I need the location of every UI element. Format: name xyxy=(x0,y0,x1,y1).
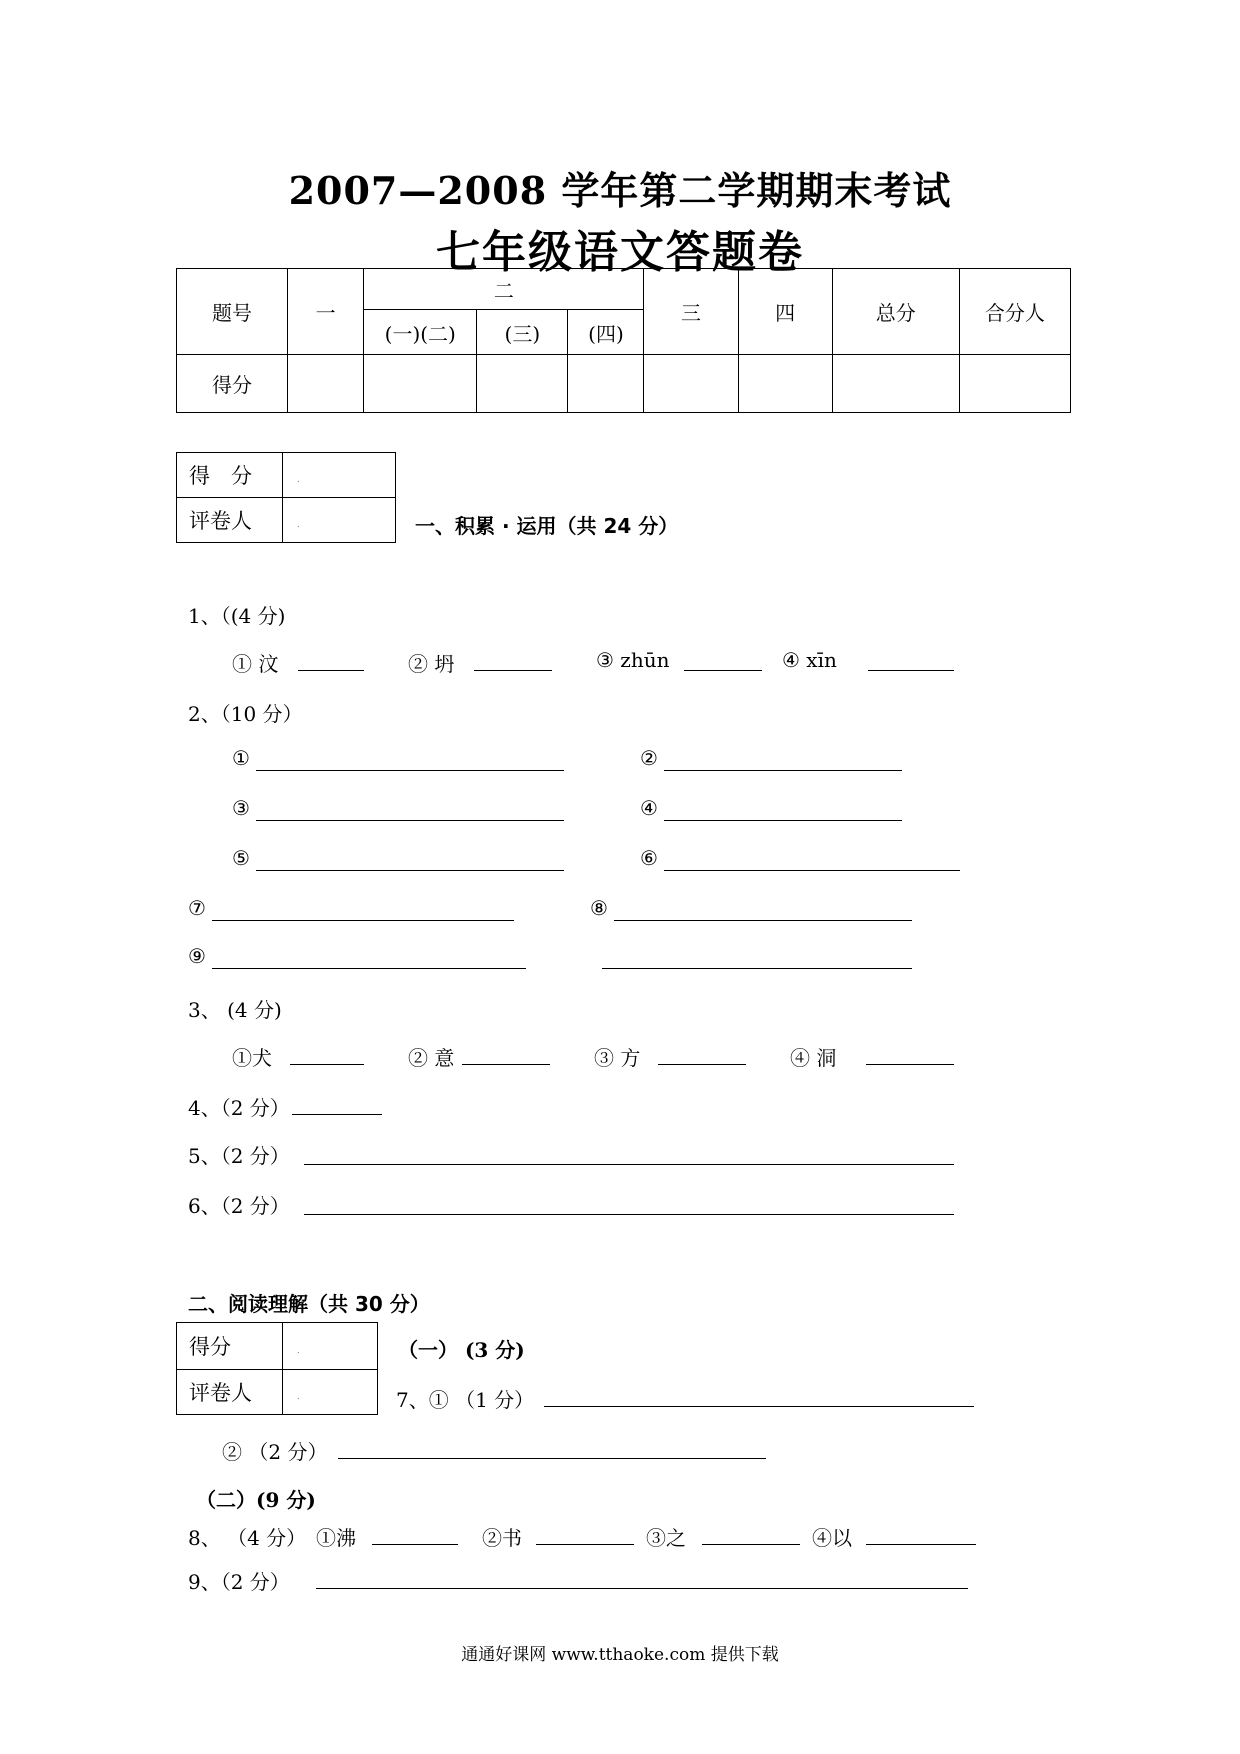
q2-answer-2[interactable] xyxy=(664,770,902,771)
score-cell[interactable] xyxy=(644,355,738,413)
q9-answer[interactable] xyxy=(316,1588,968,1589)
q2-answer-5[interactable] xyxy=(256,870,564,871)
q9-label: 9、（2 分） xyxy=(188,1570,290,1594)
grader-name-cell[interactable]: . xyxy=(283,498,396,543)
q7-1-answer[interactable] xyxy=(544,1406,974,1407)
q2-item-1: ① xyxy=(232,746,250,770)
header-cell-total: 总分 xyxy=(832,269,959,355)
q1-answer-2[interactable] xyxy=(474,670,552,671)
score-cell[interactable] xyxy=(364,355,477,413)
q2-answer-1[interactable] xyxy=(256,770,564,771)
q2-answer-8[interactable] xyxy=(614,920,912,921)
grader-score-label: 得 分 xyxy=(177,453,283,498)
score-cell[interactable] xyxy=(477,355,568,413)
grader-name-cell[interactable]: . xyxy=(283,1370,378,1415)
score-row-label: 得分 xyxy=(177,355,288,413)
header-cell-sub3: (四) xyxy=(568,310,644,355)
q2-answer-7[interactable] xyxy=(212,920,514,921)
header-cell-part2: 二 xyxy=(364,269,644,310)
score-cell[interactable] xyxy=(568,355,644,413)
header-cell-sub2: (三) xyxy=(477,310,568,355)
q1-item-2: ② 坍 xyxy=(408,652,455,676)
q3-answer-4[interactable] xyxy=(866,1064,954,1065)
q3-answer-1[interactable] xyxy=(290,1064,364,1065)
q8-label: 8、 （4 分） xyxy=(188,1526,307,1550)
q2-item-2: ② xyxy=(640,746,658,770)
q4-answer[interactable] xyxy=(292,1114,382,1115)
q8-answer-4[interactable] xyxy=(866,1544,976,1545)
exam-title: 2007—2008 学年第二学期期末考试 xyxy=(288,168,952,213)
q3-answer-2[interactable] xyxy=(462,1064,550,1065)
q7-2-label: ② （2 分） xyxy=(222,1440,328,1464)
footer-credit: 通通好课网 www.tthaoke.com 提供下载 xyxy=(461,1645,779,1665)
q2-answer-9a[interactable] xyxy=(212,968,526,969)
q5-answer[interactable] xyxy=(304,1164,954,1165)
score-cell[interactable] xyxy=(288,355,364,413)
grader-score-cell[interactable]: . xyxy=(283,1323,378,1370)
grader-box-section1 xyxy=(176,452,396,543)
q3-item-4: ④ 洞 xyxy=(790,1046,837,1070)
section2-heading: 二、阅读理解（共 30 分） xyxy=(188,1292,430,1316)
q1-answer-3[interactable] xyxy=(684,670,762,671)
part1-heading: （一） (3 分) xyxy=(398,1338,525,1362)
header-cell-summer: 合分人 xyxy=(959,269,1070,355)
q3-item-1: ①犬 xyxy=(232,1046,272,1070)
q3-item-2: ② 意 xyxy=(408,1046,455,1070)
q2-answer-3[interactable] xyxy=(256,820,564,821)
header-cell-part3: 三 xyxy=(644,269,738,355)
q8-answer-3[interactable] xyxy=(702,1544,800,1545)
grader-box-section2 xyxy=(176,1322,378,1415)
q1-label: 1、（(4 分) xyxy=(188,604,286,628)
q1-item-3: ③ zhūn xyxy=(596,648,670,672)
header-cell-part1: 一 xyxy=(288,269,364,355)
q2-answer-9b[interactable] xyxy=(602,968,912,969)
part2-heading: （二）(9 分) xyxy=(196,1488,316,1512)
header-cell-sub1: (一)(二) xyxy=(364,310,477,355)
q8-answer-2[interactable] xyxy=(536,1544,634,1545)
score-cell[interactable] xyxy=(738,355,832,413)
q5-label: 5、（2 分） xyxy=(188,1144,290,1168)
q3-item-3: ③ 方 xyxy=(594,1046,641,1070)
q1-item-1: ① 汶 xyxy=(232,652,279,676)
q2-item-5: ⑤ xyxy=(232,846,250,870)
exam-subtitle: 七年级语文答题卷 xyxy=(436,227,804,278)
header-cell-part4: 四 xyxy=(738,269,832,355)
grader-score-label: 得分 xyxy=(177,1323,283,1370)
q2-item-4: ④ xyxy=(640,796,658,820)
q3-label: 3、 (4 分) xyxy=(188,998,282,1022)
q8-item-3: ③之 xyxy=(646,1526,686,1550)
grader-score-cell[interactable]: . xyxy=(283,453,396,498)
grader-name-label: 评卷人 xyxy=(177,498,283,543)
q2-answer-4[interactable] xyxy=(664,820,902,821)
q2-item-6: ⑥ xyxy=(640,846,658,870)
grader-name-label: 评卷人 xyxy=(177,1370,283,1415)
header-cell-title: 题号 xyxy=(177,269,288,355)
score-summary-table xyxy=(176,268,1071,413)
q6-answer[interactable] xyxy=(304,1214,954,1215)
q8-item-1: ①沸 xyxy=(316,1526,356,1550)
section1-heading: 一、积累 · 运用（共 24 分） xyxy=(415,514,679,538)
q1-answer-4[interactable] xyxy=(868,670,954,671)
q2-answer-6[interactable] xyxy=(664,870,960,871)
q2-label: 2、（10 分） xyxy=(188,702,303,726)
score-cell[interactable] xyxy=(832,355,959,413)
q2-item-8: ⑧ xyxy=(590,896,608,920)
q3-answer-3[interactable] xyxy=(658,1064,746,1065)
q7-2-answer[interactable] xyxy=(338,1458,766,1459)
q2-item-3: ③ xyxy=(232,796,250,820)
score-cell[interactable] xyxy=(959,355,1070,413)
q8-answer-1[interactable] xyxy=(372,1544,458,1545)
q8-item-4: ④以 xyxy=(812,1526,852,1550)
q1-answer-1[interactable] xyxy=(298,670,364,671)
q2-item-7: ⑦ xyxy=(188,896,206,920)
q7-1-label: 7、① （1 分） xyxy=(396,1388,535,1412)
q1-item-4: ④ xīn xyxy=(782,648,837,672)
q8-item-2: ②书 xyxy=(482,1526,522,1550)
q2-item-9: ⑨ xyxy=(188,944,206,968)
q6-label: 6、（2 分） xyxy=(188,1194,290,1218)
q4-label: 4、（2 分） xyxy=(188,1096,290,1120)
